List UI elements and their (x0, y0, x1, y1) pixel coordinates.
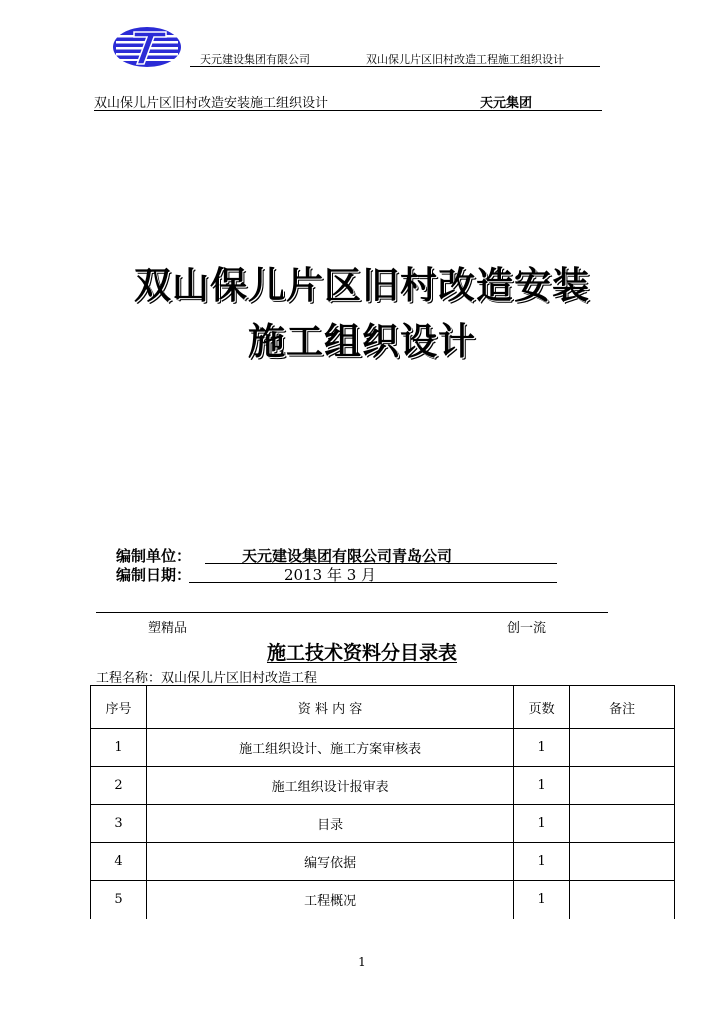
row-no: 2 (91, 767, 147, 805)
column-header: 序号 (91, 686, 147, 729)
main-title-line1: 双山保儿片区旧村改造安装 (134, 264, 590, 307)
header-project-doc: 双山保儿片区旧村改造工程施工组织设计 (366, 53, 564, 66)
table-row (91, 767, 675, 805)
compile-unit-field (205, 545, 557, 564)
row-note (570, 805, 675, 843)
row-note (570, 767, 675, 805)
row-note (570, 843, 675, 881)
compile-date-field (189, 564, 557, 583)
row-no: 4 (91, 843, 147, 881)
company-logo (112, 26, 182, 68)
compile-date-label: 编制日期： (116, 566, 192, 584)
row-content: 目录 (146, 805, 513, 843)
row-no: 5 (91, 881, 147, 919)
slogan-left: 塑精品 (148, 621, 188, 636)
table-header-row (91, 686, 675, 729)
separator-line (96, 612, 608, 613)
compile-unit-value: 天元建设集团有限公司青岛公司 (242, 547, 453, 565)
table-row (91, 805, 675, 843)
row-no: 3 (91, 805, 147, 843)
row-pages: 1 (514, 729, 570, 767)
main-title-line2: 施工组织设计 (248, 320, 476, 363)
column-header: 备注 (570, 686, 675, 729)
row-note (570, 881, 675, 919)
doc-header (94, 92, 602, 111)
row-note (570, 729, 675, 767)
header-doc-title: 双山保儿片区旧村改造安装施工组织设计 (94, 96, 329, 111)
directory-table (90, 685, 675, 919)
slogan-right: 创一流 (507, 621, 547, 636)
row-pages: 1 (514, 843, 570, 881)
logo-icon (112, 26, 182, 68)
header-group: 天元集团 (480, 96, 533, 111)
row-content: 施工组织设计报审表 (146, 767, 513, 805)
compile-unit-label: 编制单位： (116, 547, 192, 565)
row-pages: 1 (514, 767, 570, 805)
column-header: 页数 (514, 686, 570, 729)
row-content: 编写依据 (146, 843, 513, 881)
table-row (91, 843, 675, 881)
row-content: 施工组织设计、施工方案审核表 (146, 729, 513, 767)
row-no: 1 (91, 729, 147, 767)
header-company: 天元建设集团有限公司 (200, 53, 310, 66)
table-row (91, 729, 675, 767)
row-pages: 1 (514, 805, 570, 843)
table-row (91, 881, 675, 919)
row-content: 工程概况 (146, 881, 513, 919)
row-pages: 1 (514, 881, 570, 919)
directory-title: 施工技术资料分目录表 (266, 642, 457, 664)
running-header (190, 50, 600, 67)
project-name: 工程名称：双山保儿片区旧村改造工程 (96, 671, 318, 686)
compile-date-value: 2013 年 3 月 (284, 566, 377, 584)
column-header: 资 料 内 容 (146, 686, 513, 729)
page-number: 1 (358, 955, 366, 969)
